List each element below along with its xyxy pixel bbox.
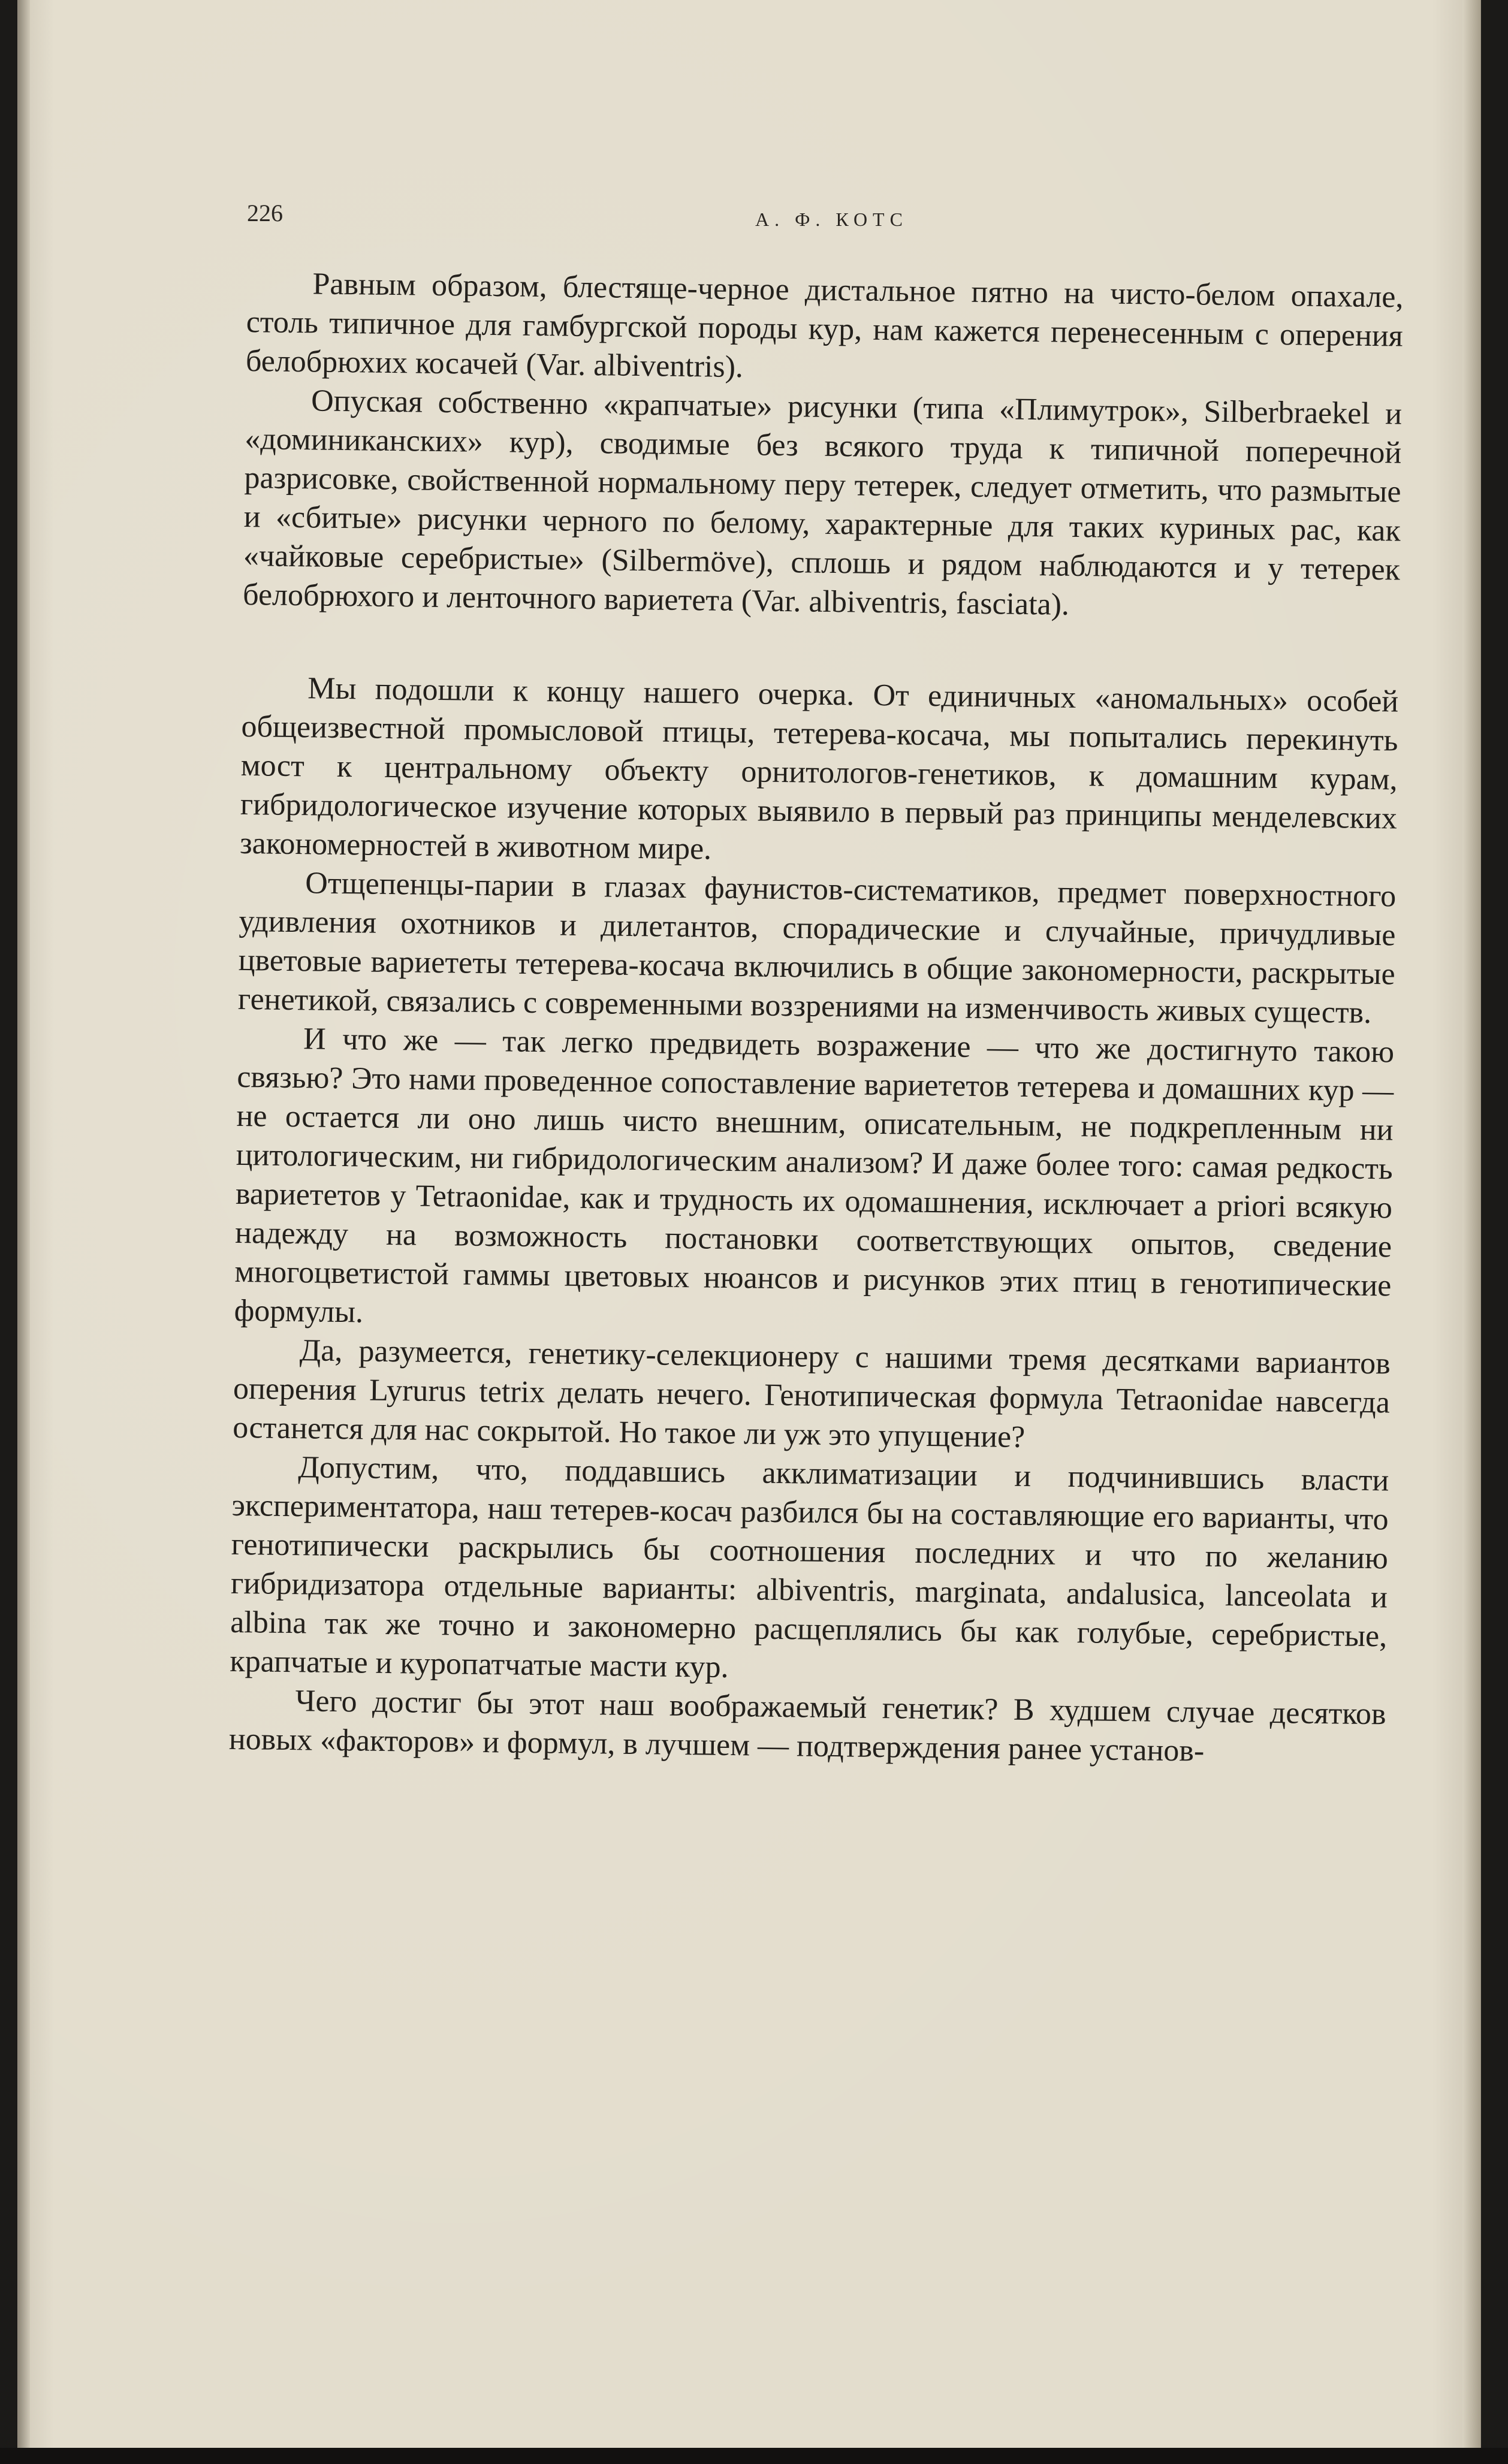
page-number: 226 (247, 200, 283, 227)
paragraph: Да, разумеется, генетику-селекционеру с нашими тремя десятками вариантов оперения Lyrurus tetrix делать нечего. Генотипическая формула Tetraonidae навсегда останется для нас сокрытой. Но такое ли уж это упущение? (232, 1333, 1391, 1455)
book-page (18, 0, 1480, 2448)
running-head: А. Ф. КОТС (755, 209, 908, 230)
paragraph: Равным образом, блестяще-черное дистальное пятно на чисто-белом опахале, столь типичное для гамбургской породы кур, нам кажется перенесенным с оперения белобрюхих косачей (Var. albiventris). (245, 267, 1404, 385)
page-gutter-shadow (18, 0, 30, 2448)
paragraph: Отщепенцы-парии в глазах фаунистов-систематиков, предмет поверхностного удивления охотников и дилетантов, спорадические и случайные, причудливые цветовые вариететы тетерева-косача включились в общие закономерности, раскрытые генетикой, связались с современными воззрениями на изменчивость живых существ. (237, 866, 1397, 1031)
scan-background-strip (0, 2448, 1508, 2464)
page-edge (1462, 0, 1480, 2448)
page-header (18, 199, 1480, 235)
body-text (229, 264, 1404, 1772)
paragraph: Допустим, что, поддавшись акклиматизации и подчинившись власти экспериментатора, наш тетерев-косач разбился бы на составляющие его варианты, что генотипически раскрылись бы соотношения последних и что по желанию гибридизатора отдельные варианты: albiventris, marginata, andalusica, lanceolata и albina так же точно и закономерно расщеплялись бы как голубые, серебристые, крапчатые и куропатчатые масти кур. (230, 1450, 1389, 1684)
paragraph: Опуская собственно «крапчатые» рисунки (типа «Плимутрок», Silberbraekel и «доминиканских» кур), сводимые без всякого труда к типичной поперечной разрисовке, свойственной нормальному перу тетерек, следует отметить, что размытые и «сбитые» рисунки черного по белому, характерные для таких куриных рас, как «чайковые серебристые» (Silbermöve), сплошь и рядом наблюдаются и у тетерек белобрюхого и ленточного вариетета (Var. albiventris, fasciata). (242, 384, 1403, 622)
paragraph: Чего достиг бы этот наш воображаемый генетик? В худшем случае десятков новых «факторов» и формул, в лучшем — подтверждения ранее установ- (228, 1684, 1386, 1768)
paragraph: Мы подошли к концу нашего очерка. От единичных «аномальных» особей общеизвестной промысловой птицы, тетерева-косача, мы попытались перекинуть мост к центральному объекту орнитологов-генетиков, к домашним курам, гибридологическое изучение которых выявило в первый раз принципы менделевских закономерностей в животном мире. (239, 671, 1399, 866)
paragraph: И что же — так легко предвидеть возражение — что же достигнуто такою связью? Это нами проведенное сопоставление вариететов тетерева и домашних кур — не остается ли оно лишь чисто внешним, описательным, не подкрепленным ни цитологическим, ни гибридологическим анализом? И даже более того: самая редкость вариететов у Tetraonidae, как и трудность их одомашнения, исключает a priori всякую надежду на возможность постановки соответствующих опытов, сведение многоцветистой гаммы цветовых нюансов и рисунков этих птиц в генотипические формулы. (234, 1022, 1395, 1330)
